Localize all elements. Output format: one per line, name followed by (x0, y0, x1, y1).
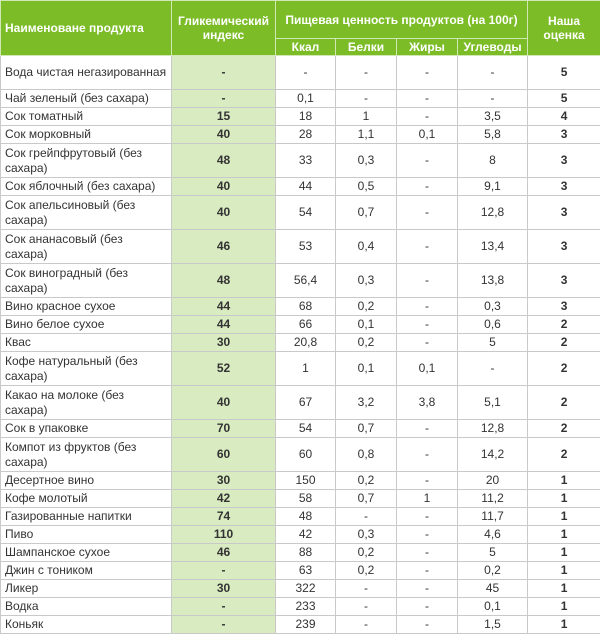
protein-value: - (336, 508, 397, 526)
table-row (1, 230, 600, 264)
gi-value: 40 (172, 126, 276, 144)
kcal-value: 66 (276, 316, 336, 334)
score-value: 1 (528, 562, 600, 580)
fat-value: - (397, 420, 458, 438)
fat-value: 1 (397, 490, 458, 508)
protein-value: - (336, 580, 397, 598)
carbs-value: 13,4 (458, 230, 528, 264)
gi-value: 60 (172, 438, 276, 472)
fat-value: - (397, 580, 458, 598)
header-nutrition: Пищевая ценность продуктов (на 100г) (276, 1, 528, 39)
score-value: 2 (528, 334, 600, 352)
carbs-value: 8 (458, 144, 528, 178)
gi-value: 40 (172, 178, 276, 196)
product-name: Сок виноградный (без сахара) (1, 264, 172, 298)
score-value: 2 (528, 352, 600, 386)
protein-value: 0,7 (336, 490, 397, 508)
kcal-value: 44 (276, 178, 336, 196)
table-row (1, 420, 600, 438)
header-protein: Белки (336, 39, 397, 56)
table-row (1, 544, 600, 562)
gi-value: - (172, 598, 276, 616)
fat-value: - (397, 616, 458, 634)
score-value: 1 (528, 580, 600, 598)
product-name: Вино красное сухое (1, 298, 172, 316)
fat-value: - (397, 438, 458, 472)
product-name: Сок в упаковке (1, 420, 172, 438)
product-name: Чай зеленый (без сахара) (1, 90, 172, 108)
protein-value: 3,2 (336, 386, 397, 420)
score-value: 2 (528, 386, 600, 420)
gi-value: 30 (172, 472, 276, 490)
fat-value: - (397, 90, 458, 108)
kcal-value: 58 (276, 490, 336, 508)
fat-value: - (397, 108, 458, 126)
table-row (1, 90, 600, 108)
fat-value: - (397, 144, 458, 178)
score-value: 2 (528, 316, 600, 334)
fat-value: - (397, 316, 458, 334)
table-row (1, 264, 600, 298)
table-row (1, 56, 600, 90)
score-value: 3 (528, 126, 600, 144)
carbs-value: 5 (458, 334, 528, 352)
protein-value: - (336, 90, 397, 108)
table-row (1, 334, 600, 352)
product-name: Коньяк (1, 616, 172, 634)
carbs-value: 5,8 (458, 126, 528, 144)
product-name: Газированные напитки (1, 508, 172, 526)
table-row (1, 298, 600, 316)
carbs-value: 0,1 (458, 598, 528, 616)
carbs-value: 1,5 (458, 616, 528, 634)
gi-value: 42 (172, 490, 276, 508)
header-kcal: Ккал (276, 39, 336, 56)
kcal-value: 54 (276, 196, 336, 230)
carbs-value: 5,1 (458, 386, 528, 420)
score-value: 3 (528, 230, 600, 264)
kcal-value: 56,4 (276, 264, 336, 298)
protein-value: 0,1 (336, 352, 397, 386)
table-row (1, 490, 600, 508)
product-name: Сок яблочный (без сахара) (1, 178, 172, 196)
fat-value: 3,8 (397, 386, 458, 420)
carbs-value: - (458, 90, 528, 108)
fat-value: - (397, 472, 458, 490)
kcal-value: 1 (276, 352, 336, 386)
gi-value: 40 (172, 196, 276, 230)
product-name: Шампанское сухое (1, 544, 172, 562)
protein-value: 0,3 (336, 264, 397, 298)
score-value: 3 (528, 196, 600, 230)
kcal-value: 33 (276, 144, 336, 178)
kcal-value: 63 (276, 562, 336, 580)
carbs-value: - (458, 352, 528, 386)
protein-value: 0,4 (336, 230, 397, 264)
kcal-value: 60 (276, 438, 336, 472)
score-value: 1 (528, 490, 600, 508)
carbs-value: 20 (458, 472, 528, 490)
table-row (1, 580, 600, 598)
gi-value: 74 (172, 508, 276, 526)
gi-value: 48 (172, 264, 276, 298)
gi-value: 46 (172, 230, 276, 264)
product-name: Сок томатный (1, 108, 172, 126)
header-glycemic-index: Гликемический индекс (172, 1, 276, 56)
carbs-value: 0,3 (458, 298, 528, 316)
kcal-value: 68 (276, 298, 336, 316)
product-name: Кофе натуральный (без сахара) (1, 352, 172, 386)
protein-value: 0,1 (336, 316, 397, 334)
gi-value: 110 (172, 526, 276, 544)
table-row (1, 598, 600, 616)
kcal-value: - (276, 56, 336, 90)
score-value: 5 (528, 90, 600, 108)
kcal-value: 54 (276, 420, 336, 438)
score-value: 1 (528, 526, 600, 544)
product-name: Вода чистая негазированная (1, 56, 172, 90)
header-product: Наименоване продукта (1, 1, 172, 56)
kcal-value: 53 (276, 230, 336, 264)
product-name: Водка (1, 598, 172, 616)
product-name: Сок грейпфрутовый (без сахара) (1, 144, 172, 178)
fat-value: 0,1 (397, 352, 458, 386)
carbs-value: 12,8 (458, 420, 528, 438)
carbs-value: 45 (458, 580, 528, 598)
fat-value: - (397, 178, 458, 196)
fat-value: - (397, 196, 458, 230)
protein-value: - (336, 616, 397, 634)
fat-value: - (397, 334, 458, 352)
protein-value: 0,2 (336, 544, 397, 562)
protein-value: 1,1 (336, 126, 397, 144)
protein-value: 0,2 (336, 472, 397, 490)
score-value: 1 (528, 544, 600, 562)
protein-value: 0,5 (336, 178, 397, 196)
carbs-value: 3,5 (458, 108, 528, 126)
score-value: 3 (528, 264, 600, 298)
gi-value: 44 (172, 298, 276, 316)
protein-value: - (336, 598, 397, 616)
product-name: Сок морковный (1, 126, 172, 144)
product-name: Десертное вино (1, 472, 172, 490)
table-row (1, 386, 600, 420)
header-score: Наша оценка (528, 1, 600, 56)
carbs-value: 11,7 (458, 508, 528, 526)
table-row (1, 508, 600, 526)
protein-value: 1 (336, 108, 397, 126)
gi-value: 40 (172, 386, 276, 420)
score-value: 3 (528, 178, 600, 196)
kcal-value: 233 (276, 598, 336, 616)
product-name: Какао на молоке (без сахара) (1, 386, 172, 420)
protein-value: 0,2 (336, 562, 397, 580)
carbs-value: 13,8 (458, 264, 528, 298)
score-value: 5 (528, 56, 600, 90)
table-row (1, 562, 600, 580)
fat-value: - (397, 598, 458, 616)
carbs-value: 5 (458, 544, 528, 562)
gi-value: 46 (172, 544, 276, 562)
score-value: 3 (528, 144, 600, 178)
protein-value: 0,2 (336, 334, 397, 352)
kcal-value: 150 (276, 472, 336, 490)
header-carbs: Углеводы (458, 39, 528, 56)
product-name: Вино белое сухое (1, 316, 172, 334)
carbs-value: 9,1 (458, 178, 528, 196)
fat-value: - (397, 544, 458, 562)
protein-value: 0,2 (336, 298, 397, 316)
gi-value: - (172, 56, 276, 90)
carbs-value: 4,6 (458, 526, 528, 544)
fat-value: - (397, 230, 458, 264)
fat-value: 0,1 (397, 126, 458, 144)
product-name: Сок апельсиновый (без сахара) (1, 196, 172, 230)
protein-value: 0,3 (336, 144, 397, 178)
table-row (1, 196, 600, 230)
carbs-value: - (458, 56, 528, 90)
table-row (1, 108, 600, 126)
gi-value: 70 (172, 420, 276, 438)
kcal-value: 322 (276, 580, 336, 598)
table-row (1, 144, 600, 178)
score-value: 1 (528, 598, 600, 616)
score-value: 2 (528, 420, 600, 438)
score-value: 4 (528, 108, 600, 126)
table-row (1, 178, 600, 196)
protein-value: 0,8 (336, 438, 397, 472)
product-name: Джин с тоником (1, 562, 172, 580)
gi-value: 30 (172, 580, 276, 598)
carbs-value: 11,2 (458, 490, 528, 508)
table-row (1, 352, 600, 386)
kcal-value: 20,8 (276, 334, 336, 352)
product-name: Кофе молотый (1, 490, 172, 508)
gi-value: 30 (172, 334, 276, 352)
carbs-value: 0,6 (458, 316, 528, 334)
carbs-value: 12,8 (458, 196, 528, 230)
product-name: Сок ананасовый (без сахара) (1, 230, 172, 264)
score-value: 1 (528, 508, 600, 526)
fat-value: - (397, 562, 458, 580)
score-value: 2 (528, 438, 600, 472)
kcal-value: 18 (276, 108, 336, 126)
fat-value: - (397, 264, 458, 298)
kcal-value: 0,1 (276, 90, 336, 108)
kcal-value: 42 (276, 526, 336, 544)
table-row (1, 472, 600, 490)
fat-value: - (397, 508, 458, 526)
kcal-value: 48 (276, 508, 336, 526)
protein-value: - (336, 56, 397, 90)
gi-value: 15 (172, 108, 276, 126)
protein-value: 0,3 (336, 526, 397, 544)
gi-value: - (172, 90, 276, 108)
gi-value: 52 (172, 352, 276, 386)
gi-value: - (172, 616, 276, 634)
product-name: Компот из фруктов (без сахара) (1, 438, 172, 472)
table-row (1, 526, 600, 544)
carbs-value: 0,2 (458, 562, 528, 580)
product-name: Пиво (1, 526, 172, 544)
fat-value: - (397, 526, 458, 544)
gi-value: - (172, 562, 276, 580)
fat-value: - (397, 298, 458, 316)
protein-value: 0,7 (336, 420, 397, 438)
table-row (1, 616, 600, 634)
header-fat: Жиры (397, 39, 458, 56)
protein-value: 0,7 (336, 196, 397, 230)
score-value: 1 (528, 472, 600, 490)
table-row (1, 438, 600, 472)
gi-value: 44 (172, 316, 276, 334)
product-name: Ликер (1, 580, 172, 598)
score-value: 1 (528, 616, 600, 634)
score-value: 3 (528, 298, 600, 316)
fat-value: - (397, 56, 458, 90)
kcal-value: 67 (276, 386, 336, 420)
product-name: Квас (1, 334, 172, 352)
kcal-value: 88 (276, 544, 336, 562)
table-row (1, 316, 600, 334)
carbs-value: 14,2 (458, 438, 528, 472)
kcal-value: 28 (276, 126, 336, 144)
kcal-value: 239 (276, 616, 336, 634)
table-row (1, 126, 600, 144)
gi-value: 48 (172, 144, 276, 178)
